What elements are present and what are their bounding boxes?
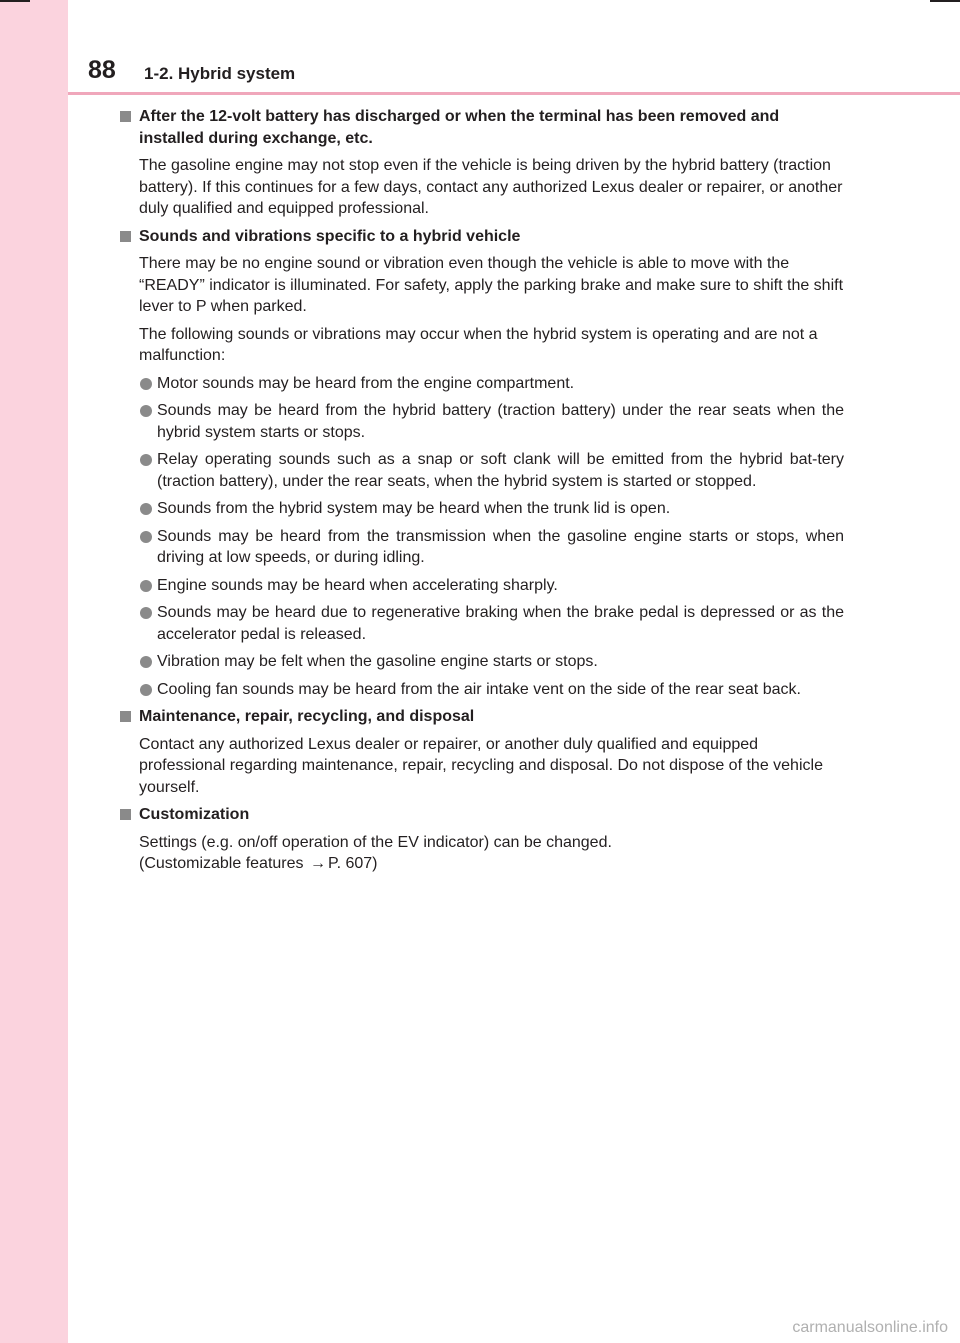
page-header <box>68 0 960 92</box>
circle-bullet-icon <box>140 656 152 668</box>
section-heading: Sounds and vibrations specific to a hybrid vehicle <box>120 226 844 248</box>
crop-mark-left <box>0 0 30 2</box>
page-content <box>120 106 844 881</box>
paragraph: The gasoline engine may not stop even if the vehicle is being driven by the hybrid battery (traction battery). If this continues for a few days, contact any authorized Lexus dealer or repairer, or another duly qualified and equipped professional. <box>139 157 843 217</box>
list-item: Sounds from the hybrid system may be heard when the trunk lid is open. <box>120 498 844 520</box>
paragraph: Contact any authorized Lexus dealer or repairer, or another duly qualified and equipped professional regarding maintenance, repair, recycling and disposal. Do not dispose of the vehicle yourself. <box>139 735 823 796</box>
watermark: carmanualsonline.info <box>792 1319 948 1336</box>
square-bullet-icon <box>120 711 131 722</box>
square-bullet-icon <box>120 809 131 820</box>
section-battery-discharge <box>120 106 844 220</box>
list-item: Relay operating sounds such as a snap or soft clank will be emitted from the hybrid bat-tery (traction battery), under the rear seats, when the hybrid system is started or stopped. <box>120 449 844 492</box>
section-heading: After the 12-volt battery has discharged or when the terminal has been removed and installed during exchange, etc. <box>120 106 844 149</box>
section-title: 1-2. Hybrid system <box>144 64 296 83</box>
circle-bullet-icon <box>140 684 152 696</box>
circle-bullet-icon <box>140 580 152 592</box>
list-item: Sounds may be heard due to regenerative braking when the brake pedal is depressed or as the accelerator pedal is released. <box>120 602 844 645</box>
list-item: Motor sounds may be heard from the engine compartment. <box>120 373 844 395</box>
paragraph: Settings (e.g. on/off operation of the EV indicator) can be changed. (Customizable features → P. 607) <box>120 832 844 875</box>
list-item: Sounds may be heard from the hybrid battery (traction battery) under the rear seats when the hybrid system starts or stops. <box>120 400 844 443</box>
section-maintenance <box>120 706 844 798</box>
section-heading: Maintenance, repair, recycling, and disposal <box>120 706 844 728</box>
circle-bullet-icon <box>140 378 152 390</box>
list-item: Vibration may be felt when the gasoline engine starts or stops. <box>120 651 844 673</box>
square-bullet-icon <box>120 231 131 242</box>
section-sounds-vibrations <box>120 226 844 701</box>
section-heading: Customization <box>120 804 844 826</box>
header-divider <box>68 92 960 95</box>
page-number: 88 <box>88 56 116 84</box>
list-item: Sounds may be heard from the transmission when the gasoline engine starts or stops, when driving at low speeds, or during idling. <box>120 526 844 569</box>
list-item: Engine sounds may be heard when accelerating sharply. <box>120 575 844 597</box>
circle-bullet-icon <box>140 454 152 466</box>
side-tab-strip <box>0 0 68 1343</box>
list-item: Cooling fan sounds may be heard from the air intake vent on the side of the rear seat back. <box>120 679 844 701</box>
paragraph: The following sounds or vibrations may occur when the hybrid system is operating and are not a malfunction: <box>139 325 818 364</box>
circle-bullet-icon <box>140 531 152 543</box>
circle-bullet-icon <box>140 607 152 619</box>
circle-bullet-icon <box>140 503 152 515</box>
paragraph: There may be no engine sound or vibration even though the vehicle is able to move with the “READY” indicator is illuminated. For safety, apply the parking brake and make sure to shift the shift lever to P when parked. <box>139 255 844 315</box>
square-bullet-icon <box>120 111 131 122</box>
circle-bullet-icon <box>140 405 152 417</box>
page-reference[interactable]: (Customizable features → P. 607) <box>139 853 844 875</box>
arrow-right-icon: → <box>309 855 326 872</box>
section-customization <box>120 804 844 875</box>
